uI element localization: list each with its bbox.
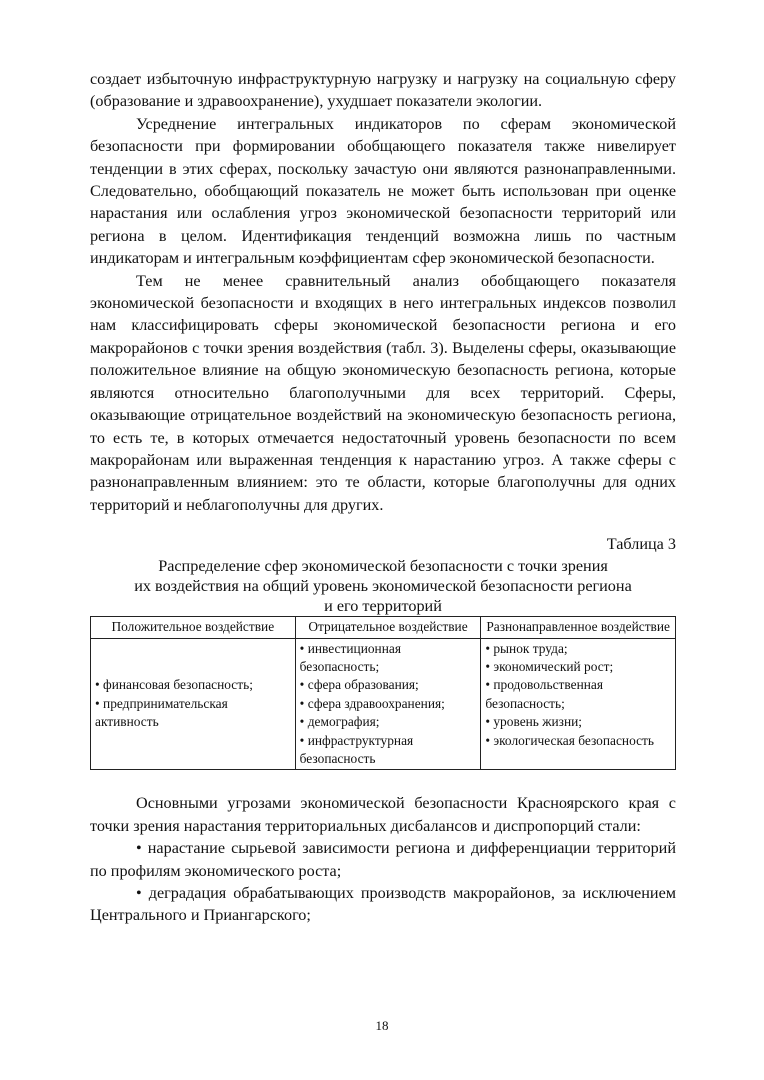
table-title [90, 556, 676, 616]
bullet-item: • нарастание сырьевой зависимости региона и дифференциации территорий по профилям экономического роста; [90, 839, 676, 880]
table-header-row [91, 617, 676, 638]
cell-mixed [481, 638, 676, 770]
list-item: • инфраструктурная безопасность [299, 732, 414, 766]
list-item: • уровень жизни; [485, 714, 583, 730]
header-negative: Отрицательное воздействие [295, 617, 481, 638]
list-item: • демография; [299, 714, 380, 730]
table-title-line: Распределение сфер экономической безопасности с точки зрения [158, 557, 608, 576]
paragraph-intro: создает избыточную инфраструктурную нагрузку и нагрузку на социальную сферу (образование и здравоохранение), ухудшает показатели экологии. [90, 70, 676, 111]
page-number: 18 [375, 1018, 389, 1033]
header-mixed: Разнонаправленное воздействие [481, 617, 676, 638]
list-item: • экологическая безопасность [485, 732, 654, 748]
cell-positive [91, 638, 296, 770]
impact-table [90, 616, 676, 770]
table-title-line: и его территорий [324, 597, 442, 616]
list-item: • инвестиционная безопасность; [299, 640, 401, 674]
list-item: • сфера образования; [299, 677, 419, 693]
list-item: • продовольственная безопасность; [485, 677, 603, 711]
cell-negative [295, 638, 481, 770]
list-item: • предпринимательская активность [95, 695, 228, 730]
list-item: • финансовая безопасность; [95, 677, 253, 693]
threats-section [90, 792, 676, 926]
table-title-line: их воздействия на общий уровень экономической безопасности региона [134, 577, 632, 596]
list-item: • экономический рост; [485, 658, 614, 674]
paragraph-comparative-analysis: Тем не менее сравнительный анализ обобщающего показателя экономической безопасности и входящих в него интегральных индексов позволил нам классифицировать сферы экономической безопасности региона и его макрорайонов с точки зрения воздействия (табл. 3). Выделены сферы, оказывающие положительное влияние на общую экономическую безопасность региона, которые являются относительно благополучными для всех территорий. Сферы, оказывающие отрицательное воздействий на экономическую безопасность региона, то есть те, в которых отмечается недостаточный уровень безопасности по всем макрорайонам или выраженная тенденция к нарастанию угроз. А также сферы с разнонаправленным влиянием: это те области, которые благополучны для одних территорий и неблагополучны для других. [90, 271, 676, 514]
document-page [90, 68, 676, 927]
paragraph-threats: Основными угрозами экономической безопасности Красноярского края с точки зрения нарастания территориальных дисбалансов и диспропорций стали: [90, 794, 676, 835]
table-number: Таблица 3 [606, 535, 676, 554]
list-item: • рынок труда; [485, 640, 568, 656]
paragraph-averaging: Усреднение интегральных индикаторов по сферам экономической безопасности при формировании обобщающего показателя также нивелирует тенденции в этих сферах, поскольку зачастую они являются разнонаправленными. Следовательно, обобщающий показатель не может быть использован при оценке нарастания или ослабления угроз экономической безопасности территорий или региона в целом. Идентификация тенденций возможна лишь по частным индикаторам и интегральным коэффициентам сфер экономической безопасности. [90, 114, 676, 268]
list-item: • сфера здравоохранения; [299, 695, 445, 711]
header-positive: Положительное воздействие [91, 617, 296, 638]
table-row [91, 638, 676, 770]
bullet-item: • деградация обрабатывающих производств макрорайонов, за исключением Центрального и Приангарского; [90, 884, 676, 925]
